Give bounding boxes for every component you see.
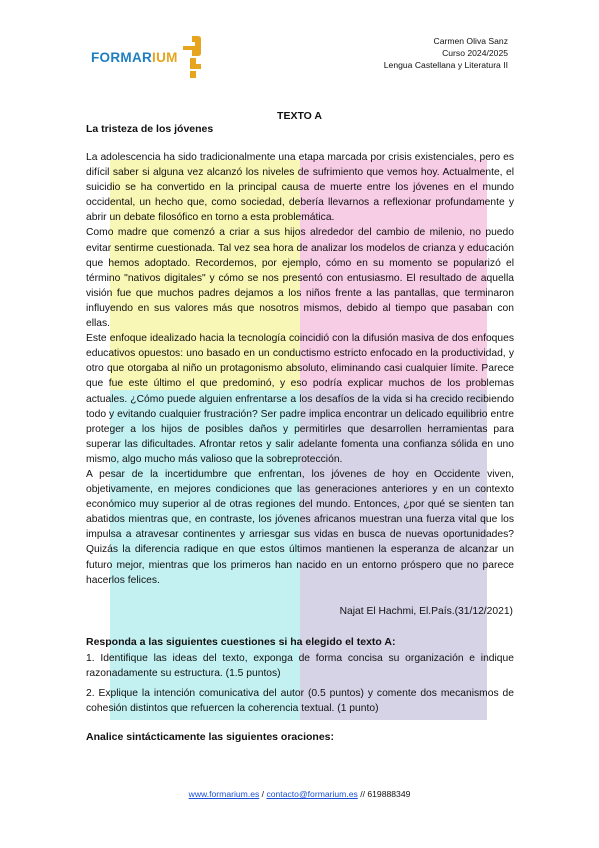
subject: Lengua Castellana y Literatura II: [383, 60, 508, 70]
paragraph-1: La adolescencia ha sido tradicionalmente una etapa marcada por crisis existenciales, pero es difícil saber si alguna vez alcanzó los niveles de sufrimiento que vemos hoy. Actualmente, el suicidio se ha convertido en la principal causa de muerte entre los jóvenes en el mundo occidental, un hecho que, como sociedad, debería llevarnos a reflexionar profundamente y abrir un debate filosófico en torno a esta problemática.: [86, 152, 514, 224]
logo-text: [91, 50, 178, 65]
text-body: [86, 150, 514, 588]
footer-separator-2: //: [357, 789, 368, 799]
analysis-heading: Analice sintácticamente las siguientes oraciones:: [86, 731, 335, 743]
questions-heading: Responda a las siguientes cuestiones si ha elegido el texto A:: [86, 636, 396, 648]
email-link[interactable]: contacto@formarium.es: [266, 789, 358, 799]
question-2: 2. Explique la intención comunicativa del autor (0.5 puntos) y comente dos mecanismos de cohesión distintos que refuercen la coherencia textual. (1 punto): [86, 688, 514, 715]
footer: [0, 789, 599, 799]
header-meta: [384, 35, 508, 71]
logo-text-part2: IUM: [152, 49, 178, 65]
website-link[interactable]: www.formarium.es: [188, 789, 260, 799]
logo-text-part1: FORMAR: [91, 49, 153, 65]
phone-number: 619888349: [367, 789, 411, 799]
text-label: TEXTO A: [277, 110, 322, 122]
paragraph-3: Este enfoque idealizado hacia la tecnología coincidió con la difusión masiva de dos enfoques educativos opuestos: uno basado en un conductismo estricto enfocado en la productividad, y otro que otorgaba al niño un protagonismo absoluto, eliminando casi cualquier límite. Parece que fue este último el que predominó, y eso podría explicar muchos de los problemas actuales. ¿Cómo puede alguien enfrentarse a los desafíos de la vida si ha crecido recibiendo todo y evitando cualquier frustración? Ser padre implica encontrar un delicado equilibrio entre proteger a los hijos de posibles daños y permitirles que desarrollen herramientas para superar las dificultades. Afrontar retos y salir adelante fomenta una confianza sólida en uno mismo, algo mucho más valioso que la sobreprotección.: [86, 333, 514, 465]
text-title: La tristeza de los jóvenes: [86, 123, 214, 135]
course: Curso 2024/2025: [442, 48, 508, 58]
text-author: Najat El Hachmi, El.País.(31/12/2021): [339, 606, 513, 617]
author-name: Carmen Oliva Sanz: [433, 36, 508, 46]
formarium-logo: [91, 36, 202, 78]
logo-mark-icon: [180, 36, 202, 78]
paragraph-4: A pesar de la incertidumbre que enfrentan, los jóvenes de hoy en Occidente viven, objetivamente, en mejores condiciones que las generaciones anteriores y en un contexto económico muy superior al de otras regiones del mundo. Entonces, ¿por qué se sienten tan abatidos mientras que, en contraste, los jóvenes africanos muestran una fuerza vital que los impulsa a atravesar continentes y arriesgar sus vidas en busca de nuevas oportunidades? Quizás la diferencia radique en que estos últimos mantienen la esperanza de alcanzar un futuro mejor, mientras que los primeros han nacido en un entorno próspero que no parece hacerlos felices.: [86, 468, 514, 586]
paragraph-2: Como madre que comenzó a criar a sus hijos alrededor del cambio de milenio, no puedo evitar sentirme cuestionada. Tal vez sea hora de analizar los modelos de crianza y educación que hemos adoptado. Recordemos, por ejemplo, cómo en su momento se popularizó el término "nativos digitales" y cómo se nos presentó con entusiasmo. El resultado de aquella visión fue que muchos padres dejamos a los niños frente a las pantallas, que terminaron influyendo en sus valores más que nosotros mismos, debido al tiempo que pasaban con ellas.: [86, 227, 514, 330]
footer-separator-1: /: [259, 789, 267, 799]
question-1: 1. Identifique las ideas del texto, exponga de forma concisa su organización e indique razonadamente su estructura. (1.5 puntos): [86, 653, 514, 680]
